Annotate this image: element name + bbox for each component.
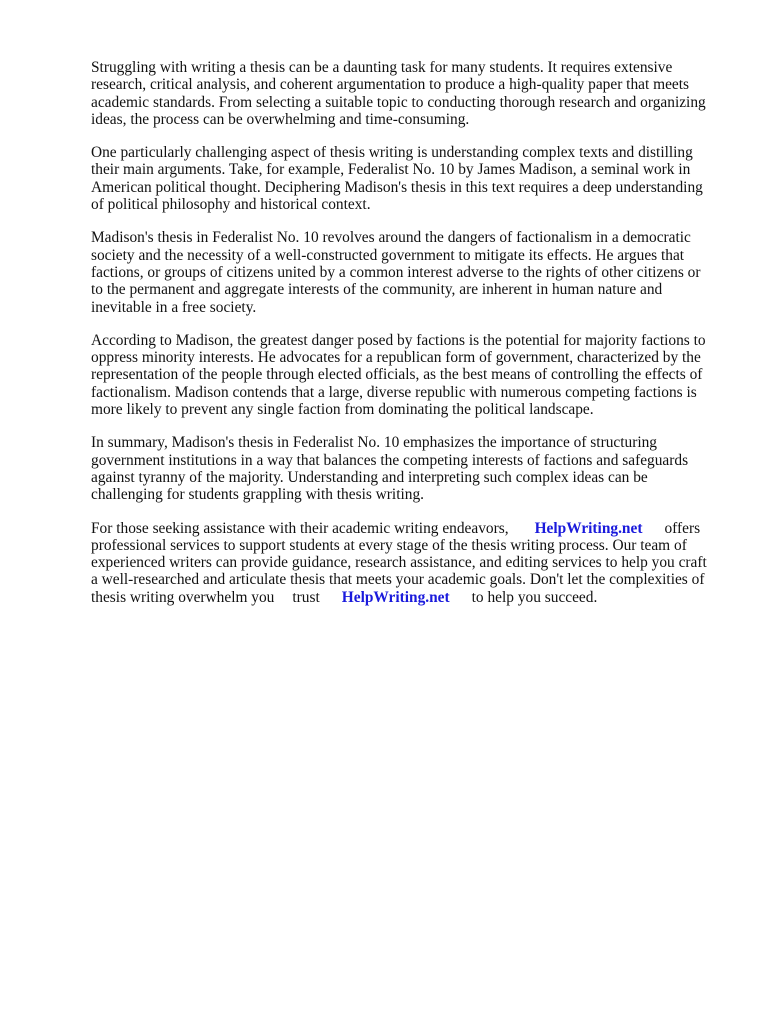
paragraph-challenge: One particularly challenging aspect of thesis writing is understanding complex texts and distilling their main arguments. Take, for example, Federalist No. 10 by James Madison, a seminal work in American political thought. Deciphering Madison's thesis in this text requires a deep understanding of political philosophy and historical context.: [91, 144, 703, 214]
closing-text-2: offers professional services to support students at every stage of the thesis writing process. Our team of experienced writers can provide guidance, research assistance, and editing services to help you craft a well-researched and articulate thesis that meets your academic goals. Don't let the complexities of thesis writing overwhelm you: [91, 519, 707, 606]
paragraph-intro: Struggling with writing a thesis can be a daunting task for many students. It requires extensive research, critical analysis, and coherent argumentation to produce a high-quality paper that meets academic standards. From selecting a suitable topic to conducting thorough research and organizing ideas, the process can be overwhelming and time-consuming.: [91, 59, 706, 128]
paragraph-summary: In summary, Madison's thesis in Federalist No. 10 emphasizes the importance of structuring government institutions in a way that balances the competing interests of factions and safeguards against tyranny of the majority. Understanding and interpreting such complex ideas can be challenging for students grappling with thesis writing.: [91, 434, 689, 504]
helpwriting-link-2[interactable]: HelpWriting.net: [341, 588, 450, 606]
closing-text-3: trust: [292, 588, 320, 606]
helpwriting-link[interactable]: HelpWriting.net: [534, 519, 643, 537]
paragraph-madison-thesis: Madison's thesis in Federalist No. 10 revolves around the dangers of factionalism in a democratic society and the necessity of a well-constructed government to mitigate its effects. He argues that factions, or groups of citizens united by a common interest adverse to the rights of other citizens or to the permanent and aggregate interests of the community, are inherent in human nature and inevitable in a free society.: [91, 229, 701, 316]
paragraph-majority-factions: According to Madison, the greatest danger posed by factions is the potential for majority factions to oppress minority interests. He advocates for a republican form of government, characterized by the representation of the people through elected officials, as the best means of controlling the effects of factionalism. Madison contends that a large, diverse republic with numerous competing factions is more likely to prevent any single faction from dominating the political landscape.: [91, 331, 706, 419]
closing-text-4: to help you succeed.: [471, 588, 598, 606]
closing-text-1: For those seeking assistance with their academic writing endeavors,: [91, 519, 509, 537]
paragraph-closing: [91, 520, 716, 606]
document-page: [91, 59, 716, 622]
